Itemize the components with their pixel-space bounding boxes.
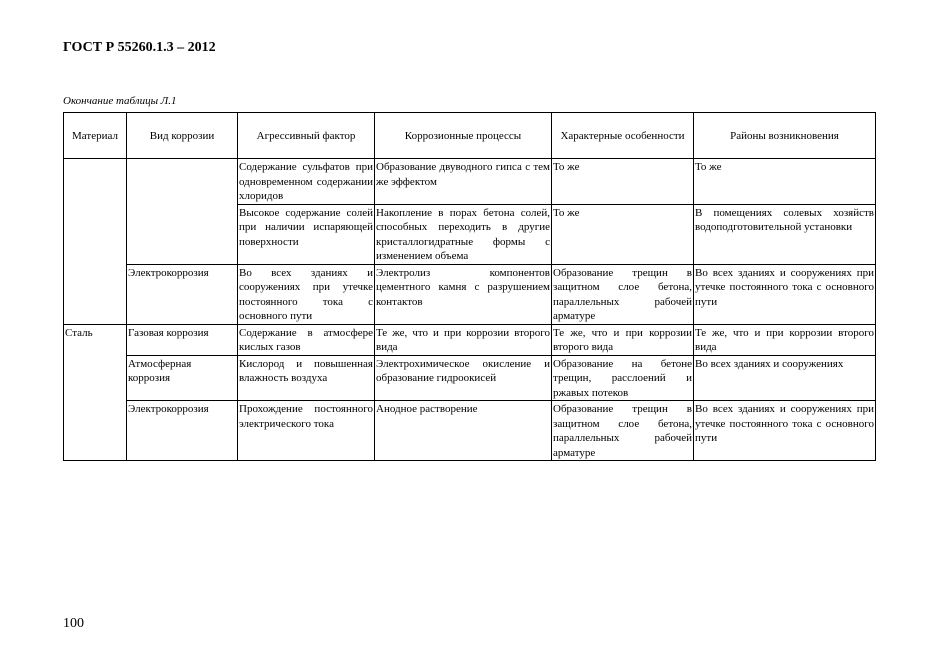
cell-factor: Во всех зданиях и сооружениях при утечке постоянного тока с основного пути	[238, 264, 375, 324]
table-row	[64, 264, 876, 324]
header-corrosion-type: Вид коррозии	[127, 113, 238, 159]
cell-feature: Образование трещин в защитном слое бетона, параллельных рабочей арматуре	[552, 401, 694, 461]
cell-corrosion-type: Электрокоррозия	[127, 264, 238, 324]
table-header-row	[64, 113, 876, 159]
cell-process: Электрохимическое окисление и образование гидроокисей	[375, 355, 552, 401]
corrosion-table	[63, 112, 876, 461]
header-occurrence-areas: Районы возникновения	[694, 113, 876, 159]
cell-corrosion-type	[127, 159, 238, 265]
cell-region: Те же, что и при коррозии второго вида	[694, 324, 876, 355]
cell-process: Электролиз компонентов цементного камня с разрушением контактов	[375, 264, 552, 324]
page-number: 100	[63, 616, 84, 631]
cell-process: Накопление в порах бетона солей, способных переходить в другие кристаллогидратные формы с изменением объема	[375, 204, 552, 264]
header-aggressive-factor: Агрессивный фактор	[238, 113, 375, 159]
cell-feature: Образование на бетоне трещин, расслоений и ржавых потеков	[552, 355, 694, 401]
cell-feature: Те же, что и при коррозии второго вида	[552, 324, 694, 355]
cell-process: Те же, что и при коррозии второго вида	[375, 324, 552, 355]
header-characteristic-features: Характерные особенности	[552, 113, 694, 159]
cell-process: Образование двуводного гипса с тем же эффектом	[375, 159, 552, 205]
cell-region: Во всех зданиях и сооружениях	[694, 355, 876, 401]
table-caption: Окончание таблицы Л.1	[63, 95, 177, 107]
document-header: ГОСТ Р 55260.1.3 – 2012	[63, 40, 216, 55]
cell-feature: То же	[552, 204, 694, 264]
cell-feature: То же	[552, 159, 694, 205]
table-row	[64, 401, 876, 461]
cell-factor: Содержание сульфатов при одновременном содержании хлоридов	[238, 159, 375, 205]
cell-corrosion-type: Атмосферная коррозия	[127, 355, 238, 401]
cell-feature: Образование трещин в защитном слое бетона, параллельных рабочей арматуре	[552, 264, 694, 324]
header-corrosion-processes: Коррозионные процессы	[375, 113, 552, 159]
cell-factor: Содержание в атмосфере кислых газов	[238, 324, 375, 355]
cell-material: Сталь	[64, 324, 127, 461]
cell-factor: Прохождение постоянного электрического тока	[238, 401, 375, 461]
cell-corrosion-type: Электрокоррозия	[127, 401, 238, 461]
cell-region: Во всех зданиях и сооружениях при утечке постоянного тока с основного пути	[694, 264, 876, 324]
table-row	[64, 324, 876, 355]
cell-process: Анодное растворение	[375, 401, 552, 461]
cell-factor: Высокое содержание солей при наличии испаряющей поверхности	[238, 204, 375, 264]
cell-region: То же	[694, 159, 876, 205]
table-row	[64, 159, 876, 205]
header-material: Материал	[64, 113, 127, 159]
cell-region: Во всех зданиях и сооружениях при утечке постоянного тока с основного пути	[694, 401, 876, 461]
table-row	[64, 355, 876, 401]
cell-corrosion-type: Газовая коррозия	[127, 324, 238, 355]
cell-region: В помещениях солевых хозяйств водоподготовительной установки	[694, 204, 876, 264]
cell-factor: Кислород и повышенная влажность воздуха	[238, 355, 375, 401]
cell-material	[64, 159, 127, 325]
